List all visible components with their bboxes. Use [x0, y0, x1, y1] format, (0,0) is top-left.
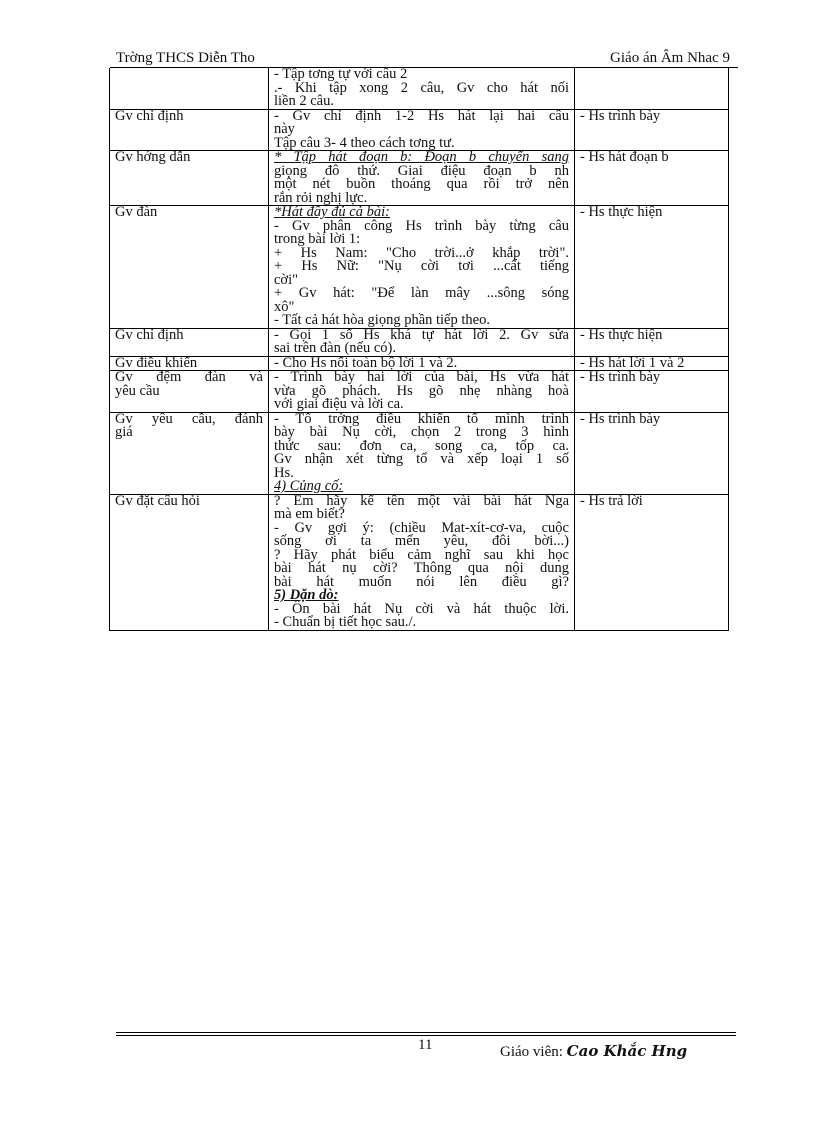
lesson-content-cell — [269, 151, 575, 206]
table-row — [110, 151, 729, 206]
lesson-content-line: - Gv phân công Hs trình bày từng câu — [274, 217, 569, 234]
lesson-content-line: thức sau: đơn ca, song ca, tốp ca. — [274, 437, 569, 454]
teacher-activity-line: giá — [115, 424, 133, 440]
student-activity-line: - Hs hát lời 1 và 2 — [580, 354, 685, 371]
teacher-label: Giáo viên: — [500, 1044, 563, 1060]
section-heading: * Tập hát đoạn b: Đoạn b chuyển sang — [274, 149, 569, 165]
lesson-content-cell — [269, 371, 575, 413]
lesson-content-line: giọng đô thứ. Giai điệu đoạn b nh — [274, 162, 569, 179]
lesson-content-line: - Gv chỉ định 1-2 Hs hát lại hai câu — [274, 107, 569, 124]
lesson-content-line: bày bài Nụ cời, chọn 2 trong 3 hình — [274, 424, 569, 440]
lesson-content-line: - Tổ trởng điều khiển tổ mình trình — [274, 410, 569, 427]
teacher-name: Cao Khắc Hng — [566, 1042, 688, 1060]
lesson-content-line: + Hs Nữ: "Nụ cời tơi ...cất tiếng — [274, 258, 569, 274]
student-activity-line: - Hs thực hiện — [580, 204, 663, 220]
student-activity-line: - Hs thực hiện — [580, 326, 663, 343]
lesson-content-line: - Gọi 1 số Hs khá tự hát lời 2. Gv sửa — [274, 326, 569, 343]
page-number: 11 — [418, 1037, 433, 1053]
lesson-content-line: .- Khi tập xong 2 câu, Gv cho hát nối — [274, 79, 569, 96]
student-activity-cell — [575, 328, 729, 356]
teacher-activity-line: Gv chỉ định — [115, 326, 184, 343]
lesson-content-line: Gv nhận xét từng tổ và xếp loại 1 số — [274, 451, 569, 467]
teacher-activity-cell — [110, 68, 269, 109]
lesson-content-line: + Hs Nam: "Cho trời...ở khắp trời". — [274, 244, 569, 261]
lesson-content-line: bài hát muốn nói lên điều gì? — [274, 573, 569, 590]
teacher-activity-line: Gv yêu cầu, đánh — [115, 410, 263, 427]
lesson-content-line: Tập câu 3- 4 theo cách tơng tư. — [274, 134, 455, 151]
lesson-content-line: liền 2 câu. — [274, 93, 334, 109]
table-row — [110, 412, 729, 494]
table-row — [110, 328, 729, 356]
lesson-content-line: ? Em hãy kể tên một vài bài hát Nga — [274, 492, 569, 509]
student-activity-line: - Hs trình bày — [580, 410, 661, 427]
lesson-content-line: - Chuẩn bị tiết học sau./. — [274, 614, 417, 630]
footer-rule-bottom — [116, 1035, 736, 1036]
teacher-activity-cell — [110, 328, 269, 356]
lesson-content-cell — [269, 494, 575, 630]
school-name: Trờng THCS Diễn Tho — [116, 50, 255, 66]
table-row — [110, 206, 729, 329]
lesson-content-line: trong bài lời 1: — [274, 231, 361, 247]
subject-title: Giáo án Âm Nhac 9 — [610, 50, 730, 66]
teacher-signature-line — [500, 1042, 687, 1061]
lesson-content-line: cời" — [274, 271, 299, 288]
lesson-content-line: sai trên đàn (nếu có). — [274, 340, 396, 356]
teacher-activity-line: Gv điều khiển — [115, 354, 198, 371]
lesson-content-cell — [269, 109, 575, 151]
teacher-activity-line: Gv hớng dẫn — [115, 149, 191, 165]
lesson-content-cell — [269, 412, 575, 494]
footer-rule-top — [116, 1032, 736, 1033]
section-heading: 4) Củng cố: — [274, 478, 344, 494]
student-activity-line: - Hs trả lời — [580, 492, 643, 509]
teacher-activity-line: Gv đệm đàn và — [115, 369, 263, 385]
teacher-activity-cell — [110, 371, 269, 413]
lesson-content-line: - Gv gợi ý: (chiều Mat-xít-cơ-va, cuộc — [274, 519, 569, 536]
table-row — [110, 109, 729, 151]
lesson-content-line: xô" — [274, 298, 295, 315]
lesson-content-line: + Gv hát: "Để làn mây ...sông sóng — [274, 285, 569, 301]
student-activity-cell — [575, 68, 729, 109]
lesson-content-line: - Ôn bài hát Nụ cời và hát thuộc lời. — [274, 600, 569, 617]
page-header — [116, 50, 736, 68]
lesson-content-line: - Cho Hs nối toàn bộ lời 1 và 2. — [274, 354, 458, 371]
lesson-content-cell — [269, 328, 575, 356]
student-activity-cell — [575, 109, 729, 151]
student-activity-cell — [575, 371, 729, 413]
table-row — [110, 494, 729, 630]
student-activity-cell — [575, 206, 729, 329]
lesson-content-line: rắn rỏi nghị lực. — [274, 189, 368, 206]
teacher-activity-cell — [110, 109, 269, 151]
student-activity-cell — [575, 151, 729, 206]
lesson-content-line: sống ơi ta mến yêu, đôi bời...) — [274, 533, 569, 549]
teacher-activity-line: Gv đặt câu hỏi — [115, 492, 200, 509]
teacher-activity-line: Gv chỉ định — [115, 107, 184, 124]
lesson-content-cell — [269, 206, 575, 329]
lesson-content-line: vừa gõ phách. Hs gõ nhẹ nhàng hoà — [274, 382, 569, 399]
student-activity-cell — [575, 412, 729, 494]
lesson-content-line: này — [274, 121, 295, 137]
teacher-activity-line: Gv đàn — [115, 204, 158, 220]
lesson-content-line: bài hát nụ cời? Thông qua nội dung — [274, 560, 569, 576]
lesson-content-line: - Trình bày hai lời của bài, Hs vừa hát — [274, 369, 569, 385]
table-row — [110, 68, 729, 109]
section-heading: *Hát đầy đủ cả bài: — [274, 204, 390, 220]
section-heading: 5) Dặn dò: — [274, 587, 339, 603]
lesson-content-line: một nét buồn thoáng qua rồi trở nên — [274, 176, 569, 192]
lesson-table — [109, 68, 729, 631]
lesson-content-line: - Tất cả hát hòa giọng phần tiếp theo. — [274, 312, 490, 328]
teacher-activity-cell — [110, 151, 269, 206]
student-activity-line: - Hs hát đoạn b — [580, 149, 669, 165]
student-activity-line: - Hs trình bày — [580, 107, 661, 124]
lesson-content-line: mà em biết? — [274, 506, 345, 522]
student-activity-cell — [575, 494, 729, 630]
teacher-activity-cell — [110, 412, 269, 494]
lesson-content-cell — [269, 68, 575, 109]
teacher-activity-cell — [110, 206, 269, 329]
lesson-content-line: ? Hãy phát biểu cảm nghĩ sau khi học — [274, 546, 569, 563]
lesson-content-line: - Tập tơng tự với câu 2 — [274, 66, 408, 82]
teacher-activity-cell — [110, 494, 269, 630]
lesson-content-line: với giai điệu và lời ca. — [274, 396, 404, 412]
teacher-activity-line: yêu cầu — [115, 382, 160, 399]
table-row — [110, 371, 729, 413]
lesson-content-line: Hs. — [274, 464, 294, 481]
lesson-content-line — [274, 480, 569, 494]
student-activity-line: - Hs trình bày — [580, 369, 661, 385]
